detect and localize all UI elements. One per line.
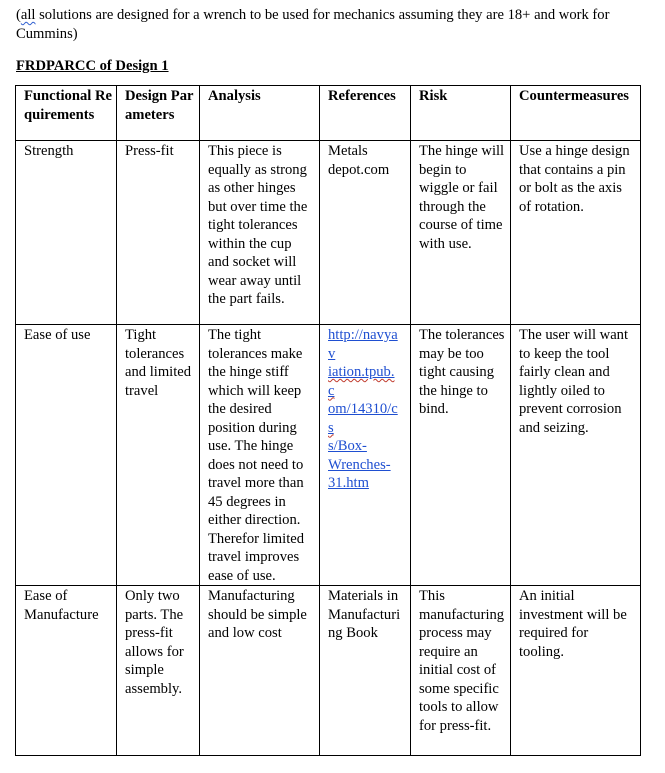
table-row xyxy=(16,141,641,325)
link-part: Wrenches- xyxy=(328,456,391,473)
cell-countermeasures: The user will want to keep the tool fairly clean and lightly oiled to prevent corrosion and seizing. xyxy=(511,325,641,586)
cell-references: Metals depot.com xyxy=(320,141,411,325)
header-references: References xyxy=(320,86,411,141)
cell-dp: Press-fit xyxy=(117,141,200,325)
header-risk: Risk xyxy=(411,86,511,141)
link-part: om/14310/c xyxy=(328,401,398,417)
header-countermeasures: Countermeasures xyxy=(511,86,641,141)
header-analysis: Analysis xyxy=(200,86,320,141)
cell-references: Materials in Manufacturing Book xyxy=(320,586,411,756)
intro-rest: solutions are designed for a wrench to be used for mechanics assuming they are 18+ and work for Cummins) xyxy=(16,7,610,42)
cell-dp: Tight tolerances and limited travel xyxy=(117,325,200,586)
link-part: s/Box- xyxy=(328,438,367,454)
link-part: iation.tpub. xyxy=(328,364,395,380)
intro-note xyxy=(16,6,646,44)
frdparcc-table xyxy=(15,85,641,756)
cell-fr: Ease of use xyxy=(16,325,117,586)
cell-analysis: This piece is equally as strong as other hinges but over time the tight tolerances within the cup and socket will wear away until the part fails. xyxy=(200,141,320,325)
cell-risk: The tolerances may be too tight causing the hinge to bind. xyxy=(411,325,511,586)
cell-risk: The hinge will begin to wiggle or fail through the course of time with use. xyxy=(411,141,511,325)
cell-references xyxy=(320,325,411,586)
cell-dp: Only two parts. The press-fit allows for simple assembly. xyxy=(117,586,200,756)
header-design-parameters: Design Parameters xyxy=(117,86,200,141)
link-part: c xyxy=(328,382,335,399)
table-row xyxy=(16,325,641,586)
table-row xyxy=(16,586,641,756)
link-part: s xyxy=(328,419,334,436)
cell-fr: Ease of Manufacture xyxy=(16,586,117,756)
cell-countermeasures: An initial investment will be required for tooling. xyxy=(511,586,641,756)
cell-analysis: Manufacturing should be simple and low cost xyxy=(200,586,320,756)
table-header-row xyxy=(16,86,641,141)
cell-risk: This manufacturing process may require an initial cost of some specific tools to allow for press-fit. xyxy=(411,586,511,756)
intro-all-word: all xyxy=(20,7,36,23)
intro-prefix: ( xyxy=(16,7,21,23)
cell-analysis: The tight tolerances make the hinge stiff which will keep the desired position during use. The hinge does not need to travel more than 45 degrees in either direction. Therefor limited travel improves ease of use. xyxy=(200,325,320,586)
link-part: 31.htm xyxy=(328,475,369,491)
reference-link[interactable] xyxy=(328,327,398,491)
header-functional-requirements: Functional Requirements xyxy=(16,86,117,141)
cell-fr: Strength xyxy=(16,141,117,325)
cell-countermeasures: Use a hinge design that contains a pin or bolt as the axis of rotation. xyxy=(511,141,641,325)
link-part: v xyxy=(328,345,336,362)
page-title: FRDPARCC of Design 1 xyxy=(16,58,169,74)
link-part: http://navya xyxy=(328,327,398,343)
